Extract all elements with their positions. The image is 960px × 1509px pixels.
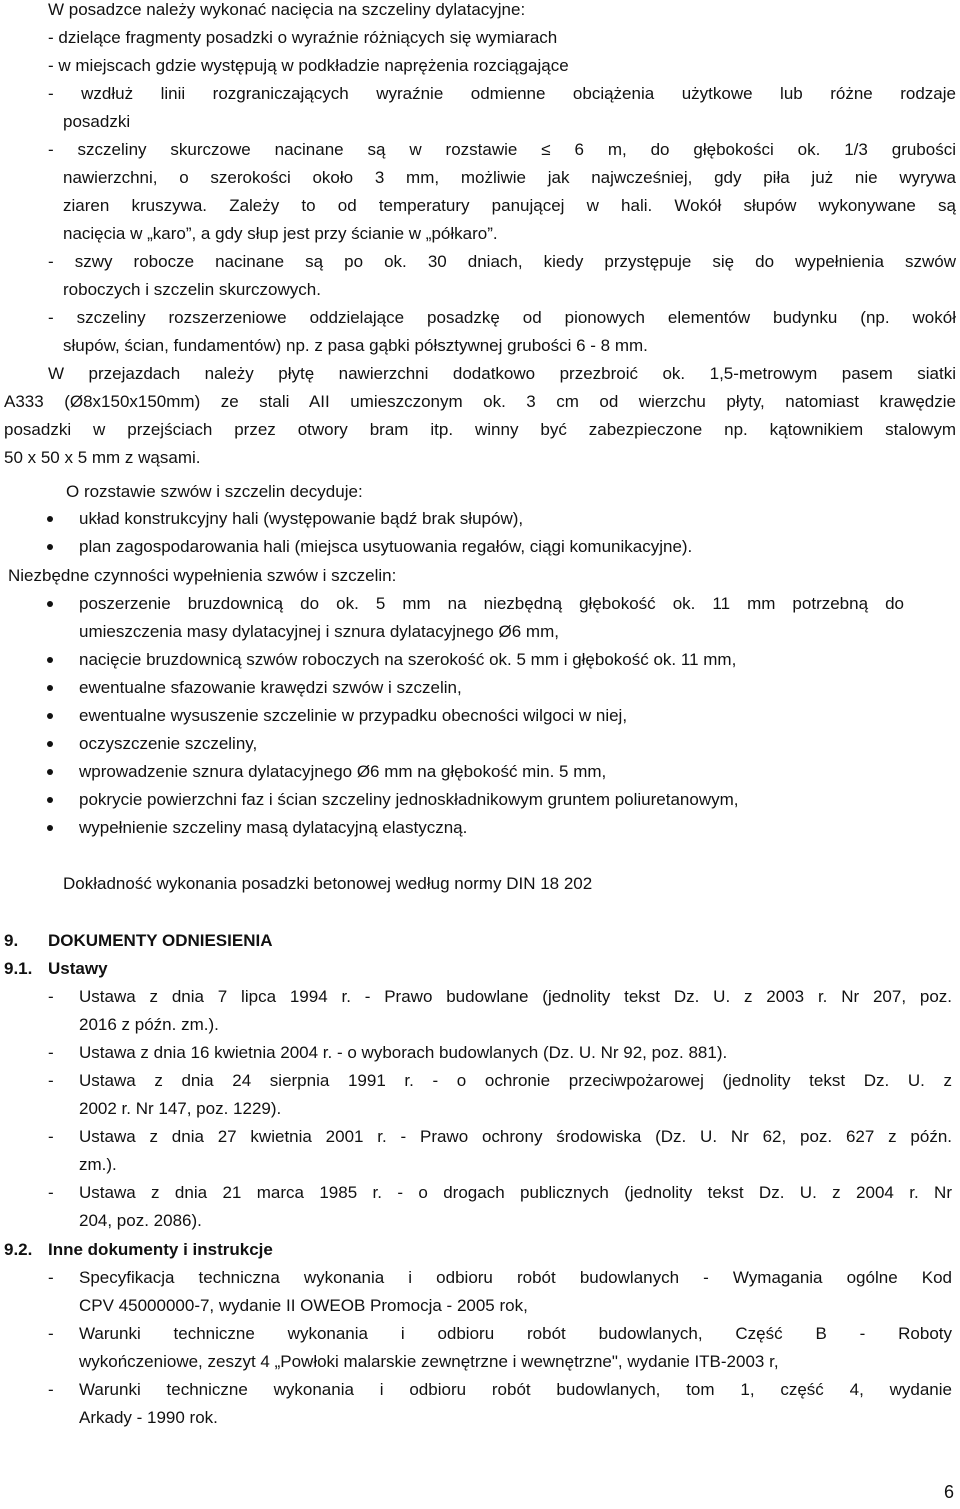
list-item: Warunki techniczne wykonania i odbioru robót budowlanych, tom 1, część 4, wydanie: [79, 1380, 952, 1399]
section-9-2-title: Inne dokumenty i instrukcje: [48, 1240, 273, 1259]
spacing-heading: O rozstawie szwów i szczelin decyduje:: [66, 482, 363, 501]
section-9-1-number: 9.1.: [4, 959, 33, 978]
section-9-1-title: Ustawy: [48, 959, 108, 978]
list-item: Warunki techniczne wykonania i odbioru robót budowlanych, Część B - Roboty: [79, 1324, 952, 1343]
list-item: wypełnienie szczeliny masą dylatacyjną elastyczną.: [79, 818, 468, 837]
list-item: nacięcie bruzdownicą szwów roboczych na szerokość ok. 5 mm i głębokość ok. 11 mm,: [79, 650, 737, 669]
list-item: - szwy robocze nacinane są po ok. 30 dniach, kiedy przystępuje się do wypełnienia szwów: [48, 252, 956, 271]
list-dash: -: [48, 1268, 54, 1287]
list-item-cont: 204, poz. 2086).: [79, 1211, 202, 1230]
list-item: układ konstrukcyjny hali (występowanie bądź brak słupów),: [79, 509, 524, 528]
steps-heading: Niezbędne czynności wypełnienia szwów i szczelin:: [8, 566, 397, 585]
page-number: 6: [943, 1482, 954, 1502]
list-item: - w miejscach gdzie występują w podkładzie naprężenia rozciągające: [48, 56, 569, 75]
bullet: [47, 516, 53, 522]
list-item: - szczeliny skurczowe nacinane są w rozstawie ≤ 6 m, do głębokości ok. 1/3 grubości: [48, 140, 956, 159]
intro-line: W posadzce należy wykonać nacięcia na szczeliny dylatacyjne:: [48, 0, 526, 19]
list-dash: -: [48, 1183, 54, 1202]
list-dash: -: [48, 987, 54, 1006]
list-item-cont: posadzki: [63, 112, 131, 131]
list-item-cont: wykończeniowe, zeszyt 4 „Powłoki malarskie zewnętrzne i wewnętrzne", wydanie ITB-2003 r,: [79, 1352, 779, 1371]
bullet: [47, 797, 53, 803]
list-item-cont: 2002 r. Nr 147, poz. 1229).: [79, 1099, 282, 1118]
list-item: Ustawa z dnia 27 kwietnia 2001 r. - Prawo ochrony środowiska (Dz. U. Nr 62, poz. 627 z późn.: [79, 1127, 952, 1146]
paragraph-line: 50 x 50 x 5 mm z wąsami.: [4, 448, 201, 467]
list-item: Ustawa z dnia 24 sierpnia 1991 r. - o ochronie przeciwpożarowej (jednolity tekst Dz. U. z: [79, 1071, 952, 1090]
list-item-cont: nawierzchni, o szerokości około 3 mm, możliwie jak najwcześniej, gdy piła już nie wyrywa: [63, 168, 956, 187]
list-item: wprowadzenie sznura dylatacyjnego Ø6 mm na głębokość min. 5 mm,: [79, 762, 607, 781]
list-item: plan zagospodarowania hali (miejsca usytuowania regałów, ciągi komunikacyjne).: [79, 537, 693, 556]
list-item: Ustawa z dnia 7 lipca 1994 r. - Prawo budowlane (jednolity tekst Dz. U. z 2003 r. Nr 207, poz.: [79, 987, 952, 1006]
list-item: - szczeliny rozszerzeniowe oddzielające posadzkę od pionowych elementów budynku (np. wokół: [48, 308, 956, 327]
list-item-cont: słupów, ścian, fundamentów) np. z pasa gąbki półsztywnej grubości 6 - 8 mm.: [63, 336, 648, 355]
list-item: - wzdłuż linii rozgraniczających wyraźnie odmienne obciążenia użytkowe lub różne rodzaje: [48, 84, 956, 103]
list-item: poszerzenie bruzdownicą do ok. 5 mm na niezbędną głębokość ok. 11 mm potrzebną do: [79, 594, 904, 613]
bullet: [47, 657, 53, 663]
paragraph-line: W przejazdach należy płytę nawierzchni dodatkowo przezbroić ok. 1,5-metrowym pasem siatki: [48, 364, 956, 383]
list-dash: -: [48, 1127, 54, 1146]
section-9-2-number: 9.2.: [4, 1240, 33, 1259]
list-item: ewentualne sfazowanie krawędzi szwów i szczelin,: [79, 678, 462, 697]
list-dash: -: [48, 1071, 54, 1090]
list-item: ewentualne wysuszenie szczelinie w przypadku obecności wilgoci w niej,: [79, 706, 628, 725]
section-9-title: DOKUMENTY ODNIESIENIA: [48, 931, 273, 950]
bullet: [47, 825, 53, 831]
accuracy-note: Dokładność wykonania posadzki betonowej według normy DIN 18 202: [63, 874, 593, 893]
list-item-cont: CPV 45000000-7, wydanie II OWEOB Promocja - 2005 rok,: [79, 1296, 528, 1315]
bullet: [47, 544, 53, 550]
list-item-cont: ziaren kruszywa. Zależy to od temperatury panującej w hali. Wokół słupów wykonywane są: [63, 196, 956, 215]
list-dash: -: [48, 1380, 54, 1399]
list-item-cont: roboczych i szczelin skurczowych.: [63, 280, 321, 299]
list-item: Ustawa z dnia 16 kwietnia 2004 r. - o wyborach budowlanych (Dz. U. Nr 92, poz. 881).: [79, 1043, 728, 1062]
list-item: pokrycie powierzchni faz i ścian szczeliny jednoskładnikowym gruntem poliuretanowym,: [79, 790, 739, 809]
bullet: [47, 741, 53, 747]
list-item: Ustawa z dnia 21 marca 1985 r. - o drogach publicznych (jednolity tekst Dz. U. z 2004 r. Nr: [79, 1183, 952, 1202]
list-item-cont: Arkady - 1990 rok.: [79, 1408, 218, 1427]
bullet: [47, 769, 53, 775]
bullet: [47, 685, 53, 691]
bullet: [47, 601, 53, 607]
list-item: Specyfikacja techniczna wykonania i odbioru robót budowlanych - Wymagania ogólne Kod: [79, 1268, 952, 1287]
section-9-number: 9.: [4, 931, 19, 950]
list-item-cont: 2016 z późn. zm.).: [79, 1015, 219, 1034]
list-item: oczyszczenie szczeliny,: [79, 734, 258, 753]
bullet: [47, 713, 53, 719]
list-item-cont: nacięcia w „karo”, a gdy słup jest przy ścianie w „półkaro”.: [63, 224, 498, 243]
list-dash: -: [48, 1324, 54, 1343]
paragraph-line: A333 (Ø8x150x150mm) ze stali AII umieszczonym ok. 3 cm od wierzchu płyty, natomiast krawędzie: [4, 392, 956, 411]
list-dash: -: [48, 1043, 54, 1062]
list-item-cont: zm.).: [79, 1155, 117, 1174]
paragraph-line: posadzki w przejściach przez otwory bram itp. winny być zabezpieczone np. kątownikiem stalowym: [4, 420, 956, 439]
list-item-cont: umieszczenia masy dylatacyjnej i sznura dylatacyjnego Ø6 mm,: [79, 622, 559, 641]
list-item: - dzielące fragmenty posadzki o wyraźnie różniących się wymiarach: [48, 28, 558, 47]
